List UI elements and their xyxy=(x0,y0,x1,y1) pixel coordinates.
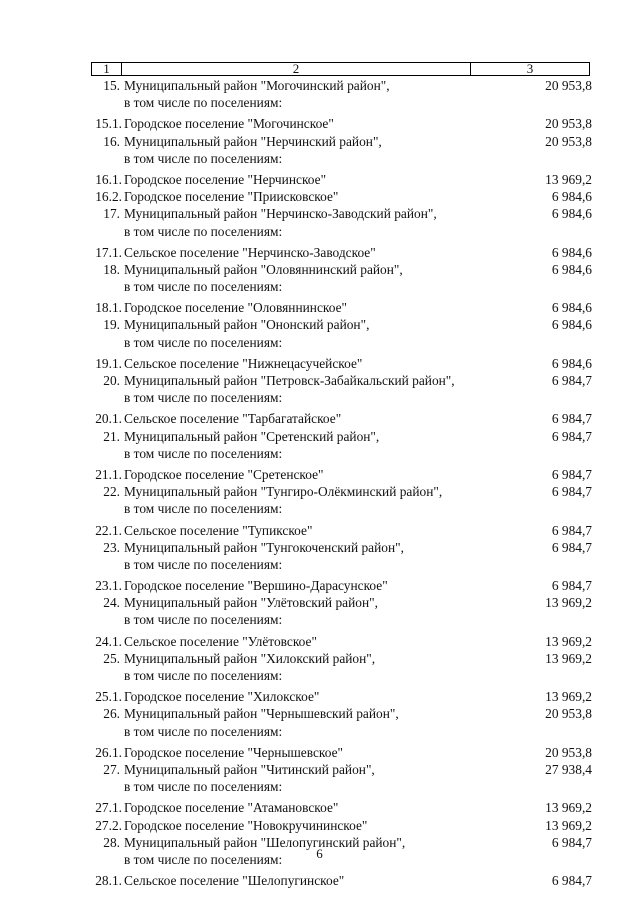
row-value: 6 984,7 xyxy=(551,873,592,889)
row-value: 6 984,6 xyxy=(551,300,592,316)
row-text: в том числе по поселениям: xyxy=(124,334,283,350)
row-text: Городское поселение "Могочинское" xyxy=(124,116,334,132)
row-text: Городское поселение "Нерчинское" xyxy=(124,171,327,187)
table-row xyxy=(0,817,639,834)
row-value: 13 969,2 xyxy=(545,689,592,705)
table-row xyxy=(0,244,639,261)
table-row xyxy=(0,500,639,517)
table-row xyxy=(0,223,639,240)
row-value: 20 953,8 xyxy=(545,78,592,93)
table-row xyxy=(0,650,639,667)
table-row xyxy=(0,410,639,427)
row-value: 6 984,6 xyxy=(551,189,592,205)
row-text: Сельское поселение "Нижнецасучейское" xyxy=(124,355,363,371)
table-row xyxy=(0,334,639,351)
row-number: 17.1. xyxy=(95,244,122,260)
row-text: в том числе по поселениям: xyxy=(124,150,283,166)
row-text: в том числе по поселениям: xyxy=(124,501,283,517)
row-text: Городское поселение "Чернышевское" xyxy=(124,744,343,760)
table-row xyxy=(0,723,639,740)
row-text: Сельское поселение "Тарбагатайское" xyxy=(124,411,342,427)
row-text: Городское поселение "Атамановское" xyxy=(124,800,339,816)
table-row xyxy=(0,799,639,816)
table-row xyxy=(0,188,639,205)
row-number: 16.1. xyxy=(95,171,122,187)
row-value: 6 984,6 xyxy=(551,317,592,333)
row-number: 27.2. xyxy=(95,817,122,833)
row-number: 16.2. xyxy=(95,189,122,205)
row-number: 26. xyxy=(103,706,120,722)
row-text: в том числе по поселениям: xyxy=(124,390,283,406)
table-row xyxy=(0,611,639,628)
row-number: 16. xyxy=(103,133,120,149)
row-text: Муниципальный район "Ононский район", xyxy=(124,317,370,333)
row-number: 21.1. xyxy=(95,466,122,482)
row-number: 18. xyxy=(103,261,120,277)
table-row xyxy=(0,171,639,188)
row-number: 24.1. xyxy=(95,633,122,649)
table-row xyxy=(0,522,639,539)
table-row xyxy=(0,316,639,333)
table-row xyxy=(0,466,639,483)
row-number: 22.1. xyxy=(95,522,122,538)
row-text: Муниципальный район "Улётовский район", xyxy=(124,595,378,611)
row-number: 21. xyxy=(103,428,120,444)
row-number: 28. xyxy=(103,834,120,850)
row-number: 15.1. xyxy=(95,116,122,132)
table-row xyxy=(0,372,639,389)
table-row xyxy=(0,94,639,111)
row-number: 15. xyxy=(103,78,120,93)
row-text: Муниципальный район "Тунгиро-Олёкминский район", xyxy=(124,484,443,500)
table-row xyxy=(0,577,639,594)
row-number: 27. xyxy=(103,761,120,777)
row-value: 6 984,6 xyxy=(551,355,592,371)
header-col-3: 3 xyxy=(471,63,590,76)
row-number: 25.1. xyxy=(95,689,122,705)
table-row xyxy=(0,872,639,889)
row-value: 20 953,8 xyxy=(545,706,592,722)
row-text: Муниципальный район "Хилокский район", xyxy=(124,650,376,666)
table-row xyxy=(0,389,639,406)
row-number: 17. xyxy=(103,206,120,222)
table-row xyxy=(0,133,639,150)
row-value: 13 969,2 xyxy=(545,800,592,816)
table-row xyxy=(0,115,639,132)
table-row xyxy=(0,705,639,722)
row-text: Муниципальный район "Читинский район", xyxy=(124,761,375,777)
row-text: Муниципальный район "Чернышевский район", xyxy=(124,706,399,722)
header-col-2: 2 xyxy=(122,63,471,76)
table-body xyxy=(0,77,639,889)
row-text: в том числе по поселениям: xyxy=(124,779,283,795)
row-number: 18.1. xyxy=(95,300,122,316)
row-value: 20 953,8 xyxy=(545,133,592,149)
table-row xyxy=(0,556,639,573)
row-number: 25. xyxy=(103,650,120,666)
row-text: Муниципальный район "Могочинский район", xyxy=(124,78,390,93)
row-value: 6 984,7 xyxy=(551,834,592,850)
row-text: в том числе по поселениям: xyxy=(124,612,283,628)
table-row xyxy=(0,483,639,500)
row-value: 6 984,7 xyxy=(551,411,592,427)
row-text: Муниципальный район "Шелопугинский район", xyxy=(124,834,406,850)
table-row xyxy=(0,261,639,278)
row-text: Муниципальный район "Петровск-Забайкальский район", xyxy=(124,373,455,388)
table-row xyxy=(0,633,639,650)
row-number: 23.1. xyxy=(95,578,122,594)
row-number: 22. xyxy=(103,484,120,500)
row-number: 27.1. xyxy=(95,800,122,816)
table-row xyxy=(0,299,639,316)
table-row xyxy=(0,744,639,761)
row-text: в том числе по поселениям: xyxy=(124,223,283,239)
row-text: Муниципальный район "Сретенский район", xyxy=(124,428,380,444)
row-number: 20.1. xyxy=(95,411,122,427)
table-row xyxy=(0,150,639,167)
table-row xyxy=(0,428,639,445)
page-number: 6 xyxy=(316,846,323,861)
row-text: в том числе по поселениям: xyxy=(124,723,283,739)
table-row xyxy=(0,278,639,295)
row-text: Городское поселение "Оловяннинское" xyxy=(124,300,348,316)
table-row xyxy=(0,445,639,462)
row-text: в том числе по поселениям: xyxy=(124,851,283,867)
row-value: 6 984,7 xyxy=(551,484,592,500)
row-value: 20 953,8 xyxy=(545,116,592,132)
row-number: 28.1. xyxy=(95,873,122,889)
row-value: 27 938,4 xyxy=(545,761,592,777)
table-row xyxy=(0,667,639,684)
row-text: Городское поселение "Сретенское" xyxy=(124,466,324,482)
row-text: Муниципальный район "Оловяннинский район", xyxy=(124,261,403,277)
row-number: 23. xyxy=(103,539,120,555)
row-value: 20 953,8 xyxy=(545,744,592,760)
table-row xyxy=(0,539,639,556)
table-row xyxy=(0,77,639,94)
row-value: 6 984,7 xyxy=(551,373,592,388)
row-value: 6 984,6 xyxy=(551,206,592,222)
row-text: Городское поселение "Приисковское" xyxy=(124,189,339,205)
table-row xyxy=(0,355,639,372)
row-value: 13 969,2 xyxy=(545,650,592,666)
row-text: Сельское поселение "Нерчинско-Заводское" xyxy=(124,244,376,260)
row-value: 13 969,2 xyxy=(545,817,592,833)
row-value: 6 984,7 xyxy=(551,466,592,482)
row-number: 26.1. xyxy=(95,744,122,760)
table-row xyxy=(0,688,639,705)
table-row xyxy=(0,778,639,795)
row-text: Городское поселение "Вершино-Дарасунское" xyxy=(124,578,388,594)
row-text: Муниципальный район "Нерчинско-Заводский район", xyxy=(124,206,437,222)
row-text: в том числе по поселениям: xyxy=(124,279,283,295)
row-text: Муниципальный район "Нерчинский район", xyxy=(124,133,382,149)
row-value: 6 984,6 xyxy=(551,244,592,260)
row-value: 13 969,2 xyxy=(545,633,592,649)
row-number: 19. xyxy=(103,317,120,333)
table-row xyxy=(0,205,639,222)
row-value: 6 984,7 xyxy=(551,522,592,538)
row-number: 20. xyxy=(103,373,120,388)
row-value: 13 969,2 xyxy=(545,171,592,187)
row-number: 24. xyxy=(103,595,120,611)
row-text: Городское поселение "Хилокское" xyxy=(124,689,320,705)
row-text: Сельское поселение "Улётовское" xyxy=(124,633,317,649)
header-col-1: 1 xyxy=(92,63,122,76)
row-text: Муниципальный район "Тунгокоченский район", xyxy=(124,539,404,555)
row-value: 6 984,7 xyxy=(551,539,592,555)
row-value: 6 984,6 xyxy=(551,261,592,277)
row-value: 6 984,7 xyxy=(551,578,592,594)
row-text: Сельское поселение "Тупикское" xyxy=(124,522,313,538)
row-value: 13 969,2 xyxy=(545,595,592,611)
row-text: в том числе по поселениям: xyxy=(124,95,283,111)
row-text: Городское поселение "Новокручининское" xyxy=(124,817,368,833)
table-row xyxy=(0,761,639,778)
row-text: в том числе по поселениям: xyxy=(124,445,283,461)
row-text: в том числе по поселениям: xyxy=(124,668,283,683)
table-row xyxy=(0,594,639,611)
table-header xyxy=(91,62,590,76)
row-text: Сельское поселение "Шелопугинское" xyxy=(124,873,345,889)
row-text: в том числе по поселениям: xyxy=(124,556,283,572)
row-value: 6 984,7 xyxy=(551,428,592,444)
row-number: 19.1. xyxy=(95,355,122,371)
